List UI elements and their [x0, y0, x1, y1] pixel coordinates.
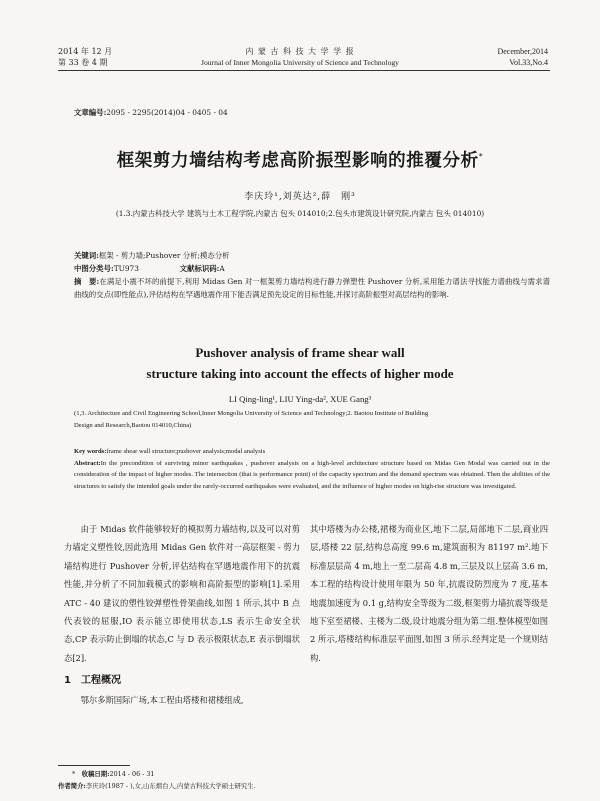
abstract-cn	[74, 249, 550, 301]
affiliation-en-line2: Design and Research,Baotou 014010,China)	[74, 421, 192, 429]
authors-en: LI Qing-ling¹, LIU Ying-da², XUE Gang³	[228, 394, 372, 404]
keywords-en-label: Key words:	[74, 448, 107, 455]
article-number-value: 2095 - 2295(2014)04 - 0405 - 04	[106, 108, 228, 117]
class-number: TU973	[113, 264, 139, 273]
header-rule	[58, 70, 550, 71]
abstract-cn-label: 摘 要:	[74, 277, 100, 286]
affiliation-en	[74, 408, 550, 431]
page-title: 框架剪力墙结构考虑高阶振型影响的推覆分析	[116, 151, 479, 171]
header-date: 2014 年 12 月	[58, 47, 113, 56]
received-label: 收稿日期:	[81, 770, 110, 778]
doc-code: A	[219, 264, 225, 273]
header-date-en: December,2014	[497, 47, 548, 56]
title-en	[0, 342, 600, 384]
footnote-mark: *	[72, 770, 82, 778]
footnote	[58, 768, 558, 792]
doc-code-label: 文献标识码:	[179, 264, 220, 273]
header-volume-en: Vol.33,No.4	[509, 58, 548, 67]
section-heading-1: 1 工程概况	[64, 675, 121, 687]
author-bio: 李庆玲(1987 - ),女,山东烟台人,内蒙古科技大学硕士研究生.	[85, 782, 256, 790]
header-right	[497, 46, 548, 68]
body-paragraph-right: 其中塔楼为办公楼,裙楼为商业区,地下二层,局部地下二层,商业四层,塔楼 22 层,结构总高度 99.6 m,建筑面积为 81197 m².地下标准层层高 4 m,地上一至二层高 4.8 m,三层及以上层高 3.6 m,本工程的结构设计使用年限为 50 年,抗震设防烈度为 7 度,基本地震加速度为 0.1 g,结构安全等级为二级,框架剪力墙抗震等级是地下室至裙楼、主楼为二级,设计地震分组为第二组.整体模型如图 2 所示,塔楼结构标准层平面图,如图 3 所示.经判定是一个规则结构.	[310, 524, 548, 663]
received-date: 2014 - 06 - 31	[109, 770, 155, 778]
title-cn-block	[0, 147, 600, 172]
header-left	[58, 46, 112, 68]
keywords-en: frame shear wall structure;pushover analysis;modal analysis	[106, 448, 266, 455]
authors-cn: 李庆玲¹,刘英达²,薛 刚³	[244, 192, 356, 202]
keywords-cn: 框架 - 剪力墙;Pushover 分析;模态分析	[98, 251, 230, 260]
author-bio-label: 作者简介:	[58, 782, 86, 790]
header-center	[150, 46, 450, 68]
title-en-line2: structure taking into account the effects of higher mode	[146, 366, 454, 381]
footnote-rule	[58, 765, 130, 766]
class-number-label: 中图分类号:	[74, 264, 114, 273]
abstract-en-label: Abstract:	[74, 459, 101, 467]
abstract-en	[74, 446, 550, 492]
body-paragraph-1: 由于 Midas 软件能够较好的模拟剪力墙结构,以及可以对剪力墙定义塑性铰,因此选用 Midas Gen 软件对一高层框架 - 剪力墙结构进行 Pushover 分析,评估结构在罕遇地震作用下的抗震性能,并分析了不同加载模式的影响和高阶振型的影响[1].采用 ATC - 40 建议的塑性铰弹塑性骨架曲线,如图 1 所示,其中 B 点代表铰的屈服,IO 表示能立即使用状态,LS 表示生命安全状态,CP 表示防止倒塌的状态,C 与 D 表示极限状态,E 表示倒塌状态[2].	[64, 524, 300, 663]
keywords-cn-label: 关键词:	[74, 251, 99, 260]
abstract-cn-text: 在满足小震不坏的前提下,利用 Midas Gen 对一框架剪力墙结构进行静力弹塑性 Pushover 分析,采用能力谱法寻找能力谱曲线与需求谱曲线的交点(即性能点),评估结构在罕遇地震作用下能否满足预先设定的目标性能,并探讨高阶振型对高层结构的影响.	[74, 277, 550, 299]
journal-name-cn: 内 蒙 古 科 技 大 学 学 报	[245, 47, 355, 56]
body-right-column	[310, 520, 548, 667]
header-volume: 第 33 卷 4 期	[58, 58, 108, 67]
title-en-line1: Pushover analysis of frame shear wall	[195, 345, 405, 360]
article-number-label: 文章编号:	[74, 108, 107, 117]
body-left-column	[64, 520, 300, 710]
affiliation-en-line1: (1,3. Architecture and Civil Engineering School,Inner Mongolia University of Science and Technology;2. Baotou Institute of Building	[74, 410, 429, 417]
article-number	[74, 107, 228, 118]
body-paragraph-2: 鄂尔多斯国际广场,本工程由塔楼和裙楼组成,	[80, 695, 244, 706]
abstract-en-text: In the precondition of surviving minor earthquakes , pushover analysis on a high-level architecture structure based on Midas Gen Modal was carried out in the consideration of the impact of higher modes. The intersection (that is performance point) of the capacity spectrum and the demand spectrum was obtained. Then the abilities of the structures to satisfy the intended goals under the rarely-occurred earthquakes were evaluated, and the influence of higher modes on high-rise structure was investigated.	[74, 459, 550, 490]
title-footnote-mark: *	[478, 152, 484, 162]
journal-name-en: Journal of Inner Mongolia University of Science and Technology	[201, 58, 399, 67]
affiliation-cn: (1.3.内蒙古科技大学 建筑与土木工程学院,内蒙古 包头 014010;2.包头市建筑设计研究院,内蒙古 包头 014010)	[115, 209, 485, 218]
